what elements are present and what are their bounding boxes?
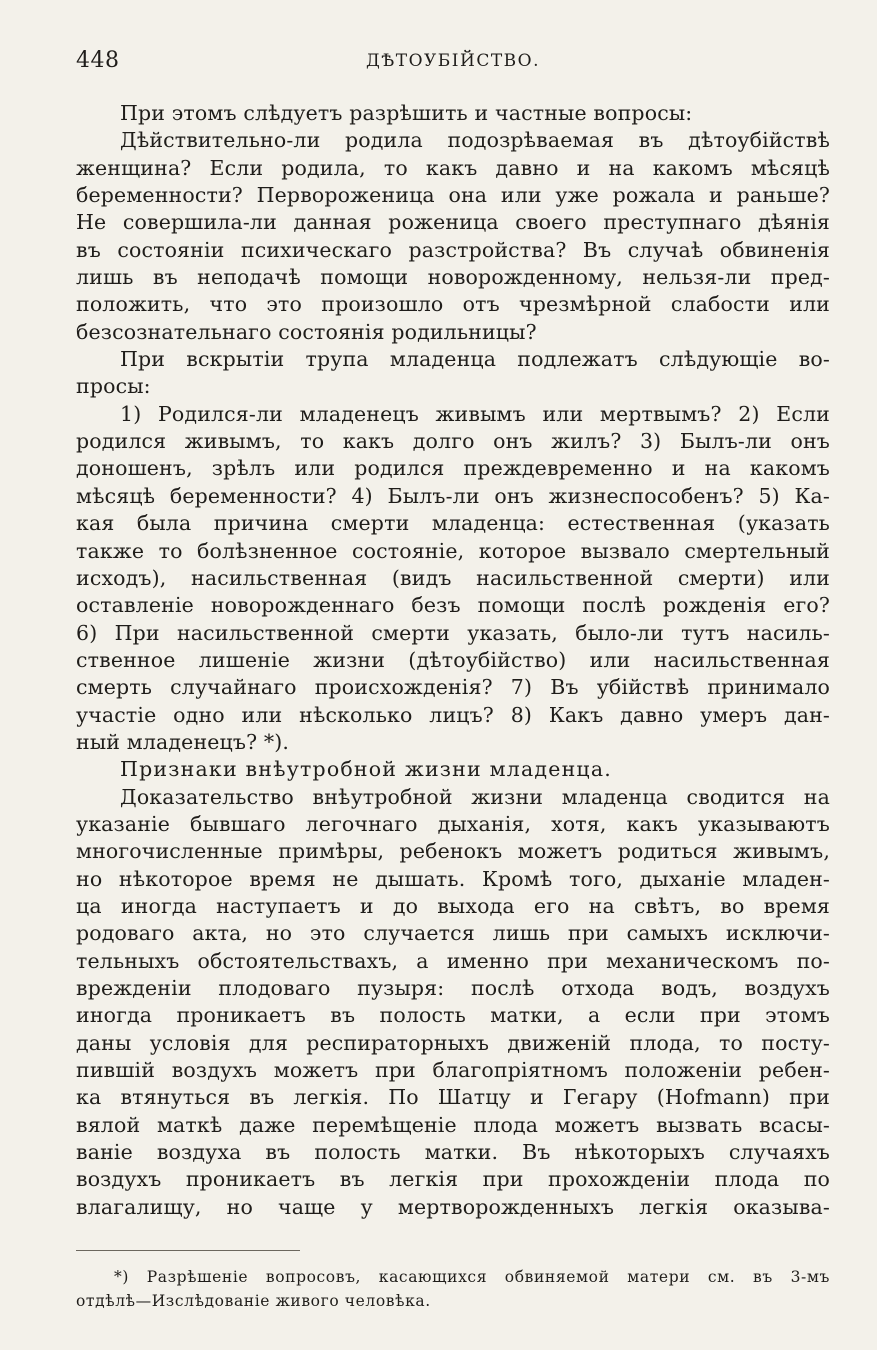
text-line: также то болѣзненное состояніе, которое вызвало смертельный: [76, 538, 830, 563]
text-line: ственное лишеніе жизни (дѣтоубійство) или насильственная: [76, 647, 830, 672]
text-line: безсознательнаго состоянія родильницы?: [76, 319, 537, 344]
text-line: мѣсяцѣ беременности? 4) Былъ-ли онъ жизнеспособенъ? 5) Ка-: [76, 483, 830, 508]
text-line: беременности? Первороженица она или уже рожала и раньше?: [76, 183, 830, 208]
text-line: При этомъ слѣдуетъ разрѣшить и частные вопросы:: [120, 101, 693, 125]
text-line: лишь въ неподачѣ помощи новорожденному, нельзя-ли пред-: [76, 265, 830, 290]
footnote-line: *) Разрѣшеніе вопросовъ, касающихся обвиняемой матери см. въ 3-мъ: [114, 1268, 830, 1286]
running-head: [76, 48, 830, 78]
text-line: но нѣкоторое время не дышать. Кромѣ того, дыханіе младен-: [76, 866, 830, 891]
text-line: врежденіи плодоваго пузыря: послѣ отхода водъ, воздухъ: [76, 976, 830, 1000]
text-line: пившій воздухъ можетъ при благопріятномъ положеніи ребен-: [76, 1058, 830, 1083]
text-line: исходъ), насильственная (видъ насильственной смерти) или: [76, 565, 830, 590]
text-line: Не совершила-ли данная роженица своего преступнаго дѣянія: [76, 210, 830, 235]
text-line: Дѣйствительно-ли родила подозрѣваемая въ дѣтоубійствѣ: [120, 128, 830, 153]
text-line: участіе одно или нѣсколько лицъ? 8) Какъ давно умеръ дан-: [76, 702, 830, 727]
text-line: ца иногда наступаетъ и до выхода его на свѣтъ, во время: [76, 893, 830, 918]
footnotes: [76, 1265, 830, 1313]
running-title: ДѢТОУБІЙСТВО.: [365, 51, 541, 71]
footnote-line: отдѣлѣ—Изслѣдованіе живого человѣка.: [76, 1292, 431, 1310]
text-line: положить, что это произошло отъ чрезмѣрной слабости или: [76, 292, 830, 317]
text-line: воздухъ проникаетъ въ легкія при прохожденіи плода по: [76, 1167, 830, 1192]
text-line: многочисленные примѣры, ребенокъ можетъ родиться живымъ,: [76, 839, 830, 864]
text-line: тельныхъ обстоятельствахъ, а именно при механическомъ по-: [76, 948, 830, 973]
footnote-divider: [76, 1250, 300, 1251]
text-line: указаніе бывшаго легочнаго дыханія, хотя, какъ указываютъ: [76, 811, 830, 836]
body-text: [76, 100, 830, 1221]
text-line: При вскрытіи трупа младенца подлежатъ слѣдующіе во-: [120, 347, 830, 372]
text-line: въ состояніи психическаго разстройства? Въ случаѣ обвиненія: [76, 237, 830, 262]
section-heading: Признаки внѣутробной жизни младенца.: [120, 757, 612, 782]
text-line: вялой маткѣ даже перемѣщеніе плода можетъ вызвать всасы-: [76, 1112, 830, 1137]
text-line: доношенъ, зрѣлъ или родился преждевременно и на какомъ: [76, 456, 830, 481]
text-line: даны условія для респираторныхъ движеній плода, то посту-: [76, 1030, 830, 1055]
text-line: иногда проникаетъ въ полость матки, а если при этомъ: [76, 1003, 830, 1028]
text-line: ный младенецъ? *).: [76, 729, 290, 754]
text-line: ка втянуться въ легкія. По Шатцу и Гегару (Hofmann) при: [76, 1085, 830, 1110]
text-line: родился живымъ, то какъ долго онъ жилъ? 3) Былъ-ли онъ: [76, 429, 830, 454]
text-line: ваніе воздуха въ полость матки. Въ нѣкоторыхъ случаяхъ: [76, 1140, 830, 1165]
text-line: 6) При насильственной смерти указать, было-ли тутъ насиль-: [76, 620, 830, 645]
text-line: кая была причина смерти младенца: естественная (указать: [76, 511, 830, 536]
text-line: Доказательство внѣутробной жизни младенца сводится на: [120, 784, 830, 809]
text-line: влагалищу, но чаще у мертворожденныхъ легкія оказыва-: [76, 1194, 830, 1219]
text-line: родоваго акта, но это случается лишь при самыхъ исключи-: [76, 921, 830, 946]
page-number: 448: [76, 48, 120, 73]
text-line: оставленіе новорожденнаго безъ помощи послѣ рожденія его?: [76, 593, 830, 618]
text-line: смерть случайнаго происхожденія? 7) Въ убійствѣ принимало: [76, 675, 830, 700]
text-line: женщина? Если родила, то какъ давно и на какомъ мѣсяцѣ: [76, 155, 830, 180]
text-line: 1) Родился-ли младенецъ живымъ или мертвымъ? 2) Если: [120, 401, 830, 426]
text-line: просы:: [76, 374, 151, 399]
